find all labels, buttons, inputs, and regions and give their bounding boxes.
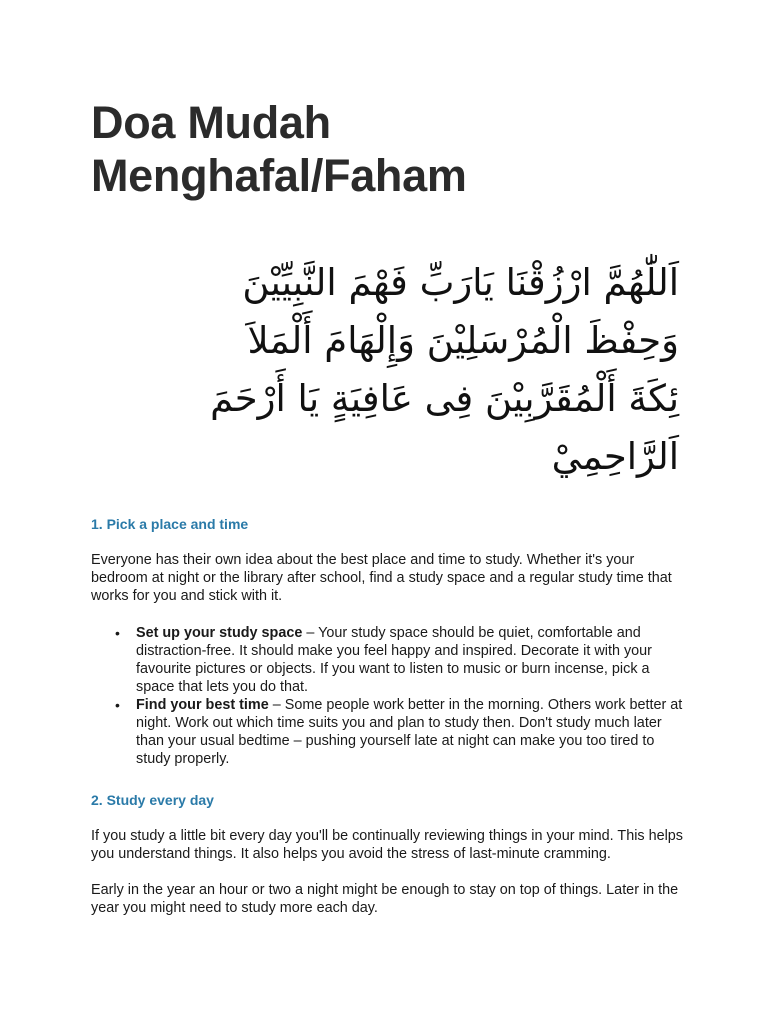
arabic-line: اَللّٰهُمَّ ارْزُقْنَا يَارَبِّ فَهْمَ النَّبِيِّيْنَ — [242, 261, 679, 304]
section-heading-study-every-day: 2. Study every day — [91, 792, 214, 808]
paragraph-intro: Everyone has their own idea about the best place and time to study. Whether it's your bedroom at night or the library after school, find a study space and a regular study time that works for you and stick with it. — [91, 552, 672, 604]
paragraph: Early in the year an hour or two a night might be enough to stay on top of things. Later in the year you might need to study more each day. — [91, 882, 679, 916]
list-item — [115, 696, 691, 768]
document-page — [91, 0, 691, 917]
bullet-icon: • — [115, 697, 120, 713]
list-item-text: – Some people work better in the morning. Others work better at night. Work out which time suits you and plan to study then. Don't study much later than your usual bedtime – pushing yourself late at night can make you too tired to study properly. — [136, 697, 683, 767]
arabic-line: وَحِفْظَ الْمُرْسَلِيْنَ وَإِلْهَامَ أَلْمَلاَ — [247, 319, 679, 362]
title-line: Menghafal/Faham — [91, 150, 467, 201]
arabic-prayer — [91, 254, 679, 486]
section-heading-place-time: 1. Pick a place and time — [91, 516, 249, 532]
list-item-text: – Your study space should be quiet, comfortable and distraction-free. It should make you feel happy and inspired. Decorate it with your favourite pictures or objects. If you want to listen to music or burn incense, pick a space that lets you do that. — [136, 625, 652, 695]
bullet-icon: • — [115, 625, 120, 641]
paragraph: If you study a little bit every day you'll be continually reviewing things in your mind. This helps you understand things. It also helps you avoid the stress of last-minute cramming. — [91, 828, 683, 862]
title-line: Doa Mudah — [91, 97, 331, 148]
list-item-term: Set up your study space — [136, 625, 303, 641]
page-title — [91, 96, 691, 202]
tips-list — [91, 624, 691, 768]
arabic-line: اَلرَّاحِمِيْ — [551, 435, 679, 478]
arabic-line: ئِكَةَ أَلْمُقَرَّبِيْنَ فِى عَافِيَةٍ يَا أَرْحَمَ — [210, 377, 679, 420]
list-item-term: Find your best time — [136, 697, 269, 713]
list-item — [115, 624, 691, 696]
